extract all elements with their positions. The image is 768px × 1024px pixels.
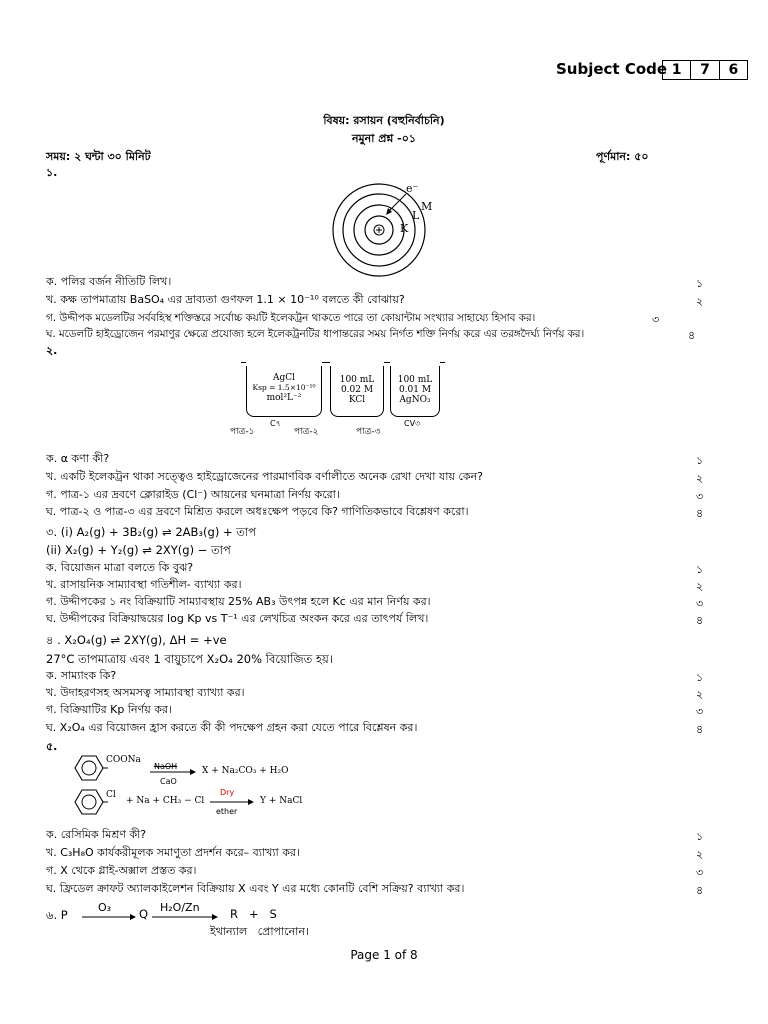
beaker-2 [330,366,384,417]
question-number: ৫. [46,740,58,753]
beaker-text: 0.01 M [398,385,432,395]
substituent: Cl [106,790,116,800]
subject-code-label: Subject Code [556,60,668,78]
reactants: + Na + CH₃ − Cl [126,796,205,806]
question-item: খ. একটি ইলেকট্রন থাকা সত্ত্বেও হাইড্রোজেনের পারমাণবিক বর্ণালীতে অনেক রেখা দেখা যায় কেন? [46,470,483,483]
question-item: ঘ. ফ্রিডেল ক্রাফট অ্যালকাইলেশন বিক্রিয়ায় X এবং Y এর মধ্যে কোনটি বেশি সক্রিয়? ব্যাখ্যা কর। [46,882,465,895]
question-mark: ৩ [696,866,704,879]
beaker-text: 0.02 M [340,385,374,395]
question-item: খ. রাসায়নিক সাম্যাবস্থা গতিশীল- ব্যাখ্যা কর। [46,578,242,591]
reaction-condition: 27°C তাপমাত্রায় এবং 1 বায়ুচাপে X₂O₄ 20% বিয়োজিত হয়। [46,652,333,666]
question-item: ক. রেসিমিক মিশ্রণ কী? [46,828,147,841]
reaction-start: ৬. P [46,908,68,922]
question-mark: ৩ [652,313,660,326]
question-mark: ১ [696,671,704,684]
question-item: ঘ. মডেলটি হাইড্রোজেন পরমাণুর ক্ষেত্রে প্রযোজ্য হলে ইলেকট্রনটির ধাপান্তরের সময় নির্গত শক্তি নির্ণয় করে এর তরঙ্গদৈর্ঘ্য নির্ণয় কর। [46,328,585,340]
question-mark: ২ [696,295,704,308]
question-item: গ. উদ্দীপকের ১ নং বিক্রিয়াটি সাম্যাবস্থায় 25% AB₃ উৎপন্ন হলে Kc এর মান নির্ণয় কর। [46,595,431,608]
full-marks: পূর্ণমান: ৫০ [596,150,649,163]
substituent: COONa [106,755,141,765]
beaker-note: CV৩ [404,419,421,428]
question-mark: ৪ [696,884,704,897]
beaker-3 [390,366,440,417]
question-mark: ৪ [696,507,704,520]
question-item: গ. বিক্রিয়াটির Kp নির্ণয় কর। [46,703,172,716]
reaction-equation: ৪ . X₂O₄(g) ⇌ 2XY(g), ΔH = +ve [46,633,227,647]
atom-model-diagram [326,182,436,278]
exam-time: সময়: ২ ঘন্টা ৩০ মিনিট [46,150,151,163]
subject-code-box [662,60,748,80]
reaction-arrow [150,768,196,776]
question-item: গ. পাত্র-১ এর দ্রবণে ক্লোরাইড (Cl⁻) আয়নের ঘনমাত্রা নির্ণয় করো। [46,488,340,501]
question-item: ঘ. X₂O₄ এর বিয়োজন হ্রাস করতে কী কী পদক্ষেপ গ্রহন করা যেতে পারে বিশ্লেষন কর। [46,721,418,734]
question-item: ক. বিয়োজন মাত্রা বলতে কি বুঝ? [46,561,194,574]
question-mark: ৩ [696,490,704,503]
question-number: ১. [46,166,58,179]
question-mark: ১ [696,277,704,290]
question-item: ক. সাম্যাংক কি? [46,669,117,682]
question-item: গ. X থেকে গ্লাই-অক্সাল প্রস্তত কর। [46,864,197,877]
question-mark: ১ [696,454,704,467]
reaction-product: X + Na₂CO₃ + H₂O [202,766,289,776]
question-item: ক. α কণা কী? [46,452,110,465]
question-item: খ. কক্ষ তাপমাত্রায় BaSO₄ এর দ্রাব্যতা গুণফল 1.1 × 10⁻¹⁰ বলতে কী বোঝায়? [46,293,405,306]
reagent-bottom: ether [216,807,238,816]
shell-m-label: M [421,200,433,213]
shell-l-label: L [412,209,420,222]
question-mark: ৪ [696,614,704,627]
page-number: Page 1 of 8 [350,948,418,962]
beaker-text: 100 mL [339,375,375,385]
products: R + S [230,907,277,921]
product-names: ইথান্যাল প্রোপানোন। [210,925,309,938]
question-mark: ৩ [696,705,704,718]
reagent-top: Dry [220,788,235,797]
shell-k-label: K [400,222,409,235]
beaker-text: Ksp = 1.5×10⁻¹⁰ [252,383,316,392]
reaction-arrow [82,913,136,921]
subject-code-digit: 6 [728,62,739,78]
question-mark: ২ [696,848,704,861]
question-number: ২. [46,344,58,357]
subject-title: বিষয়: রসায়ন (বহুনির্বাচনি) [323,114,445,127]
question-mark: ১ [696,563,704,576]
subject-code-digit: 1 [663,61,691,79]
question-mark: ২ [696,688,704,701]
beaker-label: পাত্র-৩ [356,427,381,437]
question-item: ক. পলির বর্জন নীতিটি লিখ। [46,275,172,288]
question-mark: ২ [696,472,704,485]
subject-code-digit: 7 [691,61,719,79]
reagent-bottom: CaO [160,777,177,786]
model-title: নমুনা প্রশ্ন -০১ [351,132,417,145]
question-item: গ. উদ্দীপক মডেলটির সর্ববহিস্থ শক্তিস্তরে সর্বোচ্চ কয়টি ইলেকট্রন থাকতে পারে তা কোয়ান্টাম সংখ্যার সাহায্যে হিসাব কর। [46,312,536,324]
reaction-product: Y + NaCl [260,796,303,806]
reaction-arrow [152,913,218,921]
question-mark: ৩ [696,597,704,610]
question-mark: ৪ [688,329,696,342]
beaker-text: AgNO₃ [399,395,431,405]
beaker-label: পাত্র-১ [230,427,255,437]
question-mark: ২ [696,580,704,593]
beaker-text: mol²L⁻² [266,393,302,403]
beaker-text: KCl [348,395,366,405]
reaction-equation: ৩. (i) A₂(g) + 3B₂(g) ⇌ 2AB₃(g) + তাপ [46,525,257,539]
question-item: খ. C₃H₈O কার্যকরীমূলক সমাণুতা প্রদর্শন করে– ব্যাখ্যা কর। [46,846,300,859]
benzene-ring-icon [68,754,108,784]
beaker-1 [246,366,322,417]
reagent-top: H₂O/Zn [160,901,200,914]
question-mark: ৪ [696,723,704,736]
reaction-equation: (ii) X₂(g) + Y₂(g) ⇌ 2XY(g) − তাপ [46,543,231,557]
beaker-text: 100 mL [397,375,433,385]
question-mark: ১ [696,830,704,843]
beaker-label: পাত্র-২ [294,427,319,437]
benzene-ring-icon [68,788,108,818]
question-item: ঘ. পাত্র-২ ও পাত্র-৩ এর দ্রবণে মিশ্রিত করলে অধঃক্ষেপ পড়বে কি? গাণিতিকভাবে বিশ্লেষণ করো। [46,505,469,518]
beaker-text: AgCl [272,373,296,383]
electron-label: e⁻ [406,182,419,195]
reagent-top: O₃ [98,901,112,914]
reaction-arrow [210,798,254,806]
question-item: ঘ. উদ্দীপকের বিক্রিয়াদ্বয়ের log Kp vs T⁻¹ এর লেখচিত্র অংকন করে এর তাৎপর্য লিখ। [46,612,429,625]
question-item: খ. উদাহরণসহ অসমসত্ব সাম্যাবস্থা ব্যাখ্যা কর। [46,686,245,699]
intermediate: Q [139,907,149,921]
reagent-top: NaOH [154,762,178,771]
beaker-note: C৭ [270,419,281,428]
